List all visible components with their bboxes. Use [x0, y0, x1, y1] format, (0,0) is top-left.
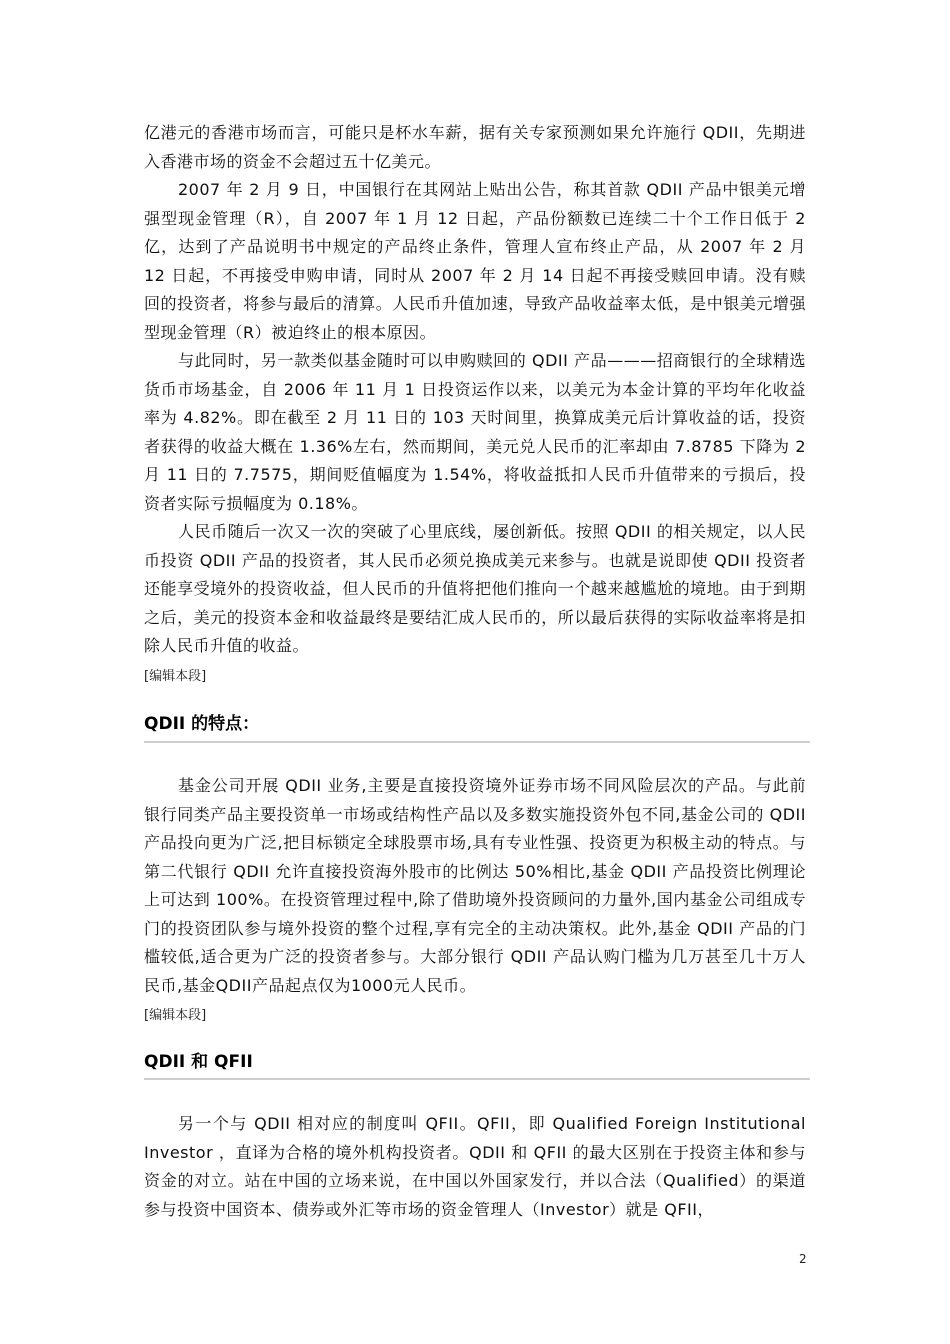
- paragraph-cmb-fund: 与此同时，另一款类似基金随时可以申购赎回的 QDII 产品———招商银行的全球精选货币市场基金，自 2006 年 11 月 1 日投资运作以来，以美元为本金计算的平均年化收益率为 4.82%。即在截至 2 月 11 日的 103 天时间里，换算成美元后计算收益的话，投资者获得的收益大概在 1.36%左右，然而期间，美元兑人民币的汇率却由 7.8785 下降为 2 月 11 日的 7.7575，期间贬值幅度为 1.54%，将收益抵扣人民币升值带来的亏损后，投资者实际亏损幅度为 0.18%。: [144, 351, 806, 513]
- paragraph-hk-market: 亿港元的香港市场而言，可能只是杯水车薪，据有关专家预测如果允许施行 QDII，先期进入香港市场的资金不会超过五十亿美元。: [144, 123, 806, 171]
- edit-section-link[interactable]: [编辑本段]: [144, 669, 207, 684]
- section-divider: [144, 741, 810, 743]
- edit-section-link[interactable]: [编辑本段]: [144, 1008, 207, 1023]
- paragraph-rmb-appreciation: 人民币随后一次又一次的突破了心里底线，屡创新低。按照 QDII 的相关规定，以人民币投资 QDII 产品的投资者，其人民币必须兑换成美元来参与。也就是说即使 QDII 投资者还能享受境外的投资收益，但人民币的升值将把他们推向一个越来越尴尬的境地。由于到期之后，美元的投资本金和收益最终是要结汇成人民币的，所以最后获得的实际收益率将是扣除人民币升值的收益。: [144, 522, 806, 655]
- page-number: 2: [799, 1252, 807, 1266]
- section-heading-features: QDII 的特点：: [144, 714, 260, 734]
- paragraph-boc-product: 2007 年 2 月 9 日，中国银行在其网站上贴出公告，称其首款 QDII 产品中银美元增强型现金管理（R），自 2007 年 1 月 12 日起，产品份额数已连续二十个工作日低于 2 亿，达到了产品说明书中规定的产品终止条件，管理人宣布终止产品，从 2007 年 2 月 12 日起，不再接受申购申请，同时从 2007 年 2 月 14 日起不再接受赎回申请。没有赎回的投资者，将参与最后的清算。人民币升值加速，导致产品收益率太低，是中银美元增强型现金管理（R）被迫终止的根本原因。: [144, 180, 806, 342]
- paragraph-qfii-definition: 另一个与 QDII 相对应的制度叫 QFII。QFII，即 Qualified Foreign Institutional Investor ，直译为合格的境外机构投资者。QDII 和 QFII 的最大区别在于投资主体和参与资金的对立。站在中国的立场来说，在中国以外国家发行，并以合法（Qualified）的渠道参与投资中国资本、债券或外汇等市场的资金管理人（Investor）就是 QFII，: [144, 1114, 806, 1219]
- section-heading-qfii: QDII 和 QFII: [144, 1052, 253, 1072]
- paragraph-fund-qdii: 基金公司开展 QDII 业务,主要是直接投资境外证券市场不同风险层次的产品。与此前银行同类产品主要投资单一市场或结构性产品以及多数实施投资外包不同,基金公司的 QDII 产品投向更为广泛,把目标锁定全球股票市场,具有专业性强、投资更为积极主动的特点。与第二代银行 QDII 允许直接投资海外股市的比例达 50%相比,基金 QDII 产品投资比例理论上可达到 100%。在投资管理过程中,除了借助境外投资顾问的力量外,国内基金公司组成专门的投资团队参与境外投资的整个过程,享有完全的主动决策权。此外,基金 QDII 产品的门槛较低,适合更为广泛的投资者参与。大部分银行 QDII 产品认购门槛为几万甚至几十万人民币,基金QDII产品起点仅为1000元人民币。: [144, 776, 806, 995]
- section-divider: [144, 1078, 810, 1080]
